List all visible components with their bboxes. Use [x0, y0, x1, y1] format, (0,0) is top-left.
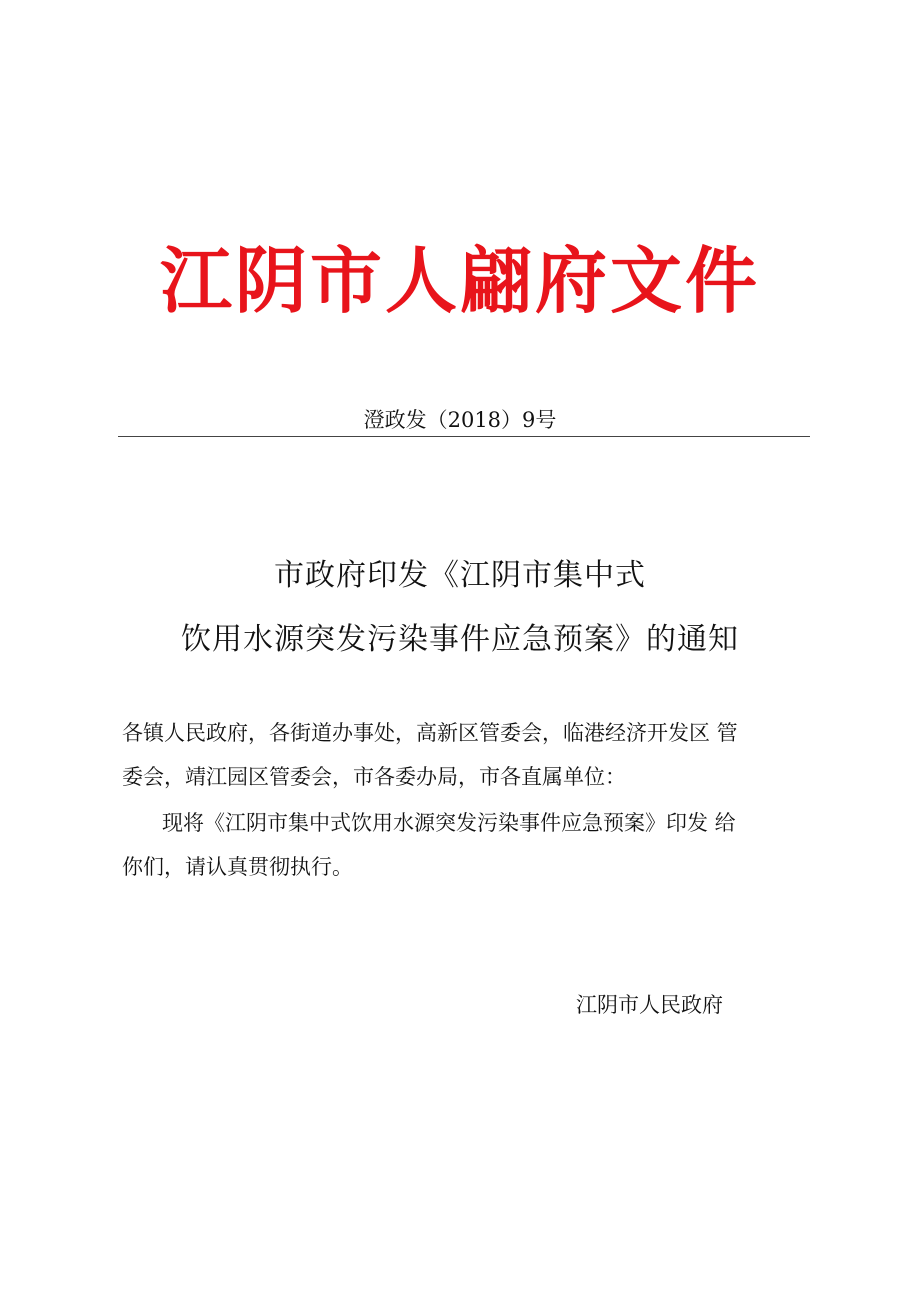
document-masthead: 江阴市人翩府文件 — [159, 239, 760, 323]
document-title-line-2: 饮用水源突发污染事件应急预案》的通知 — [181, 622, 739, 657]
document-number: 澄政发（2018）9号 — [363, 408, 557, 432]
document-title-line-1: 市政府印发《江阴市集中式 — [274, 558, 646, 593]
issuer-signature: 江阴市人民政府 — [576, 993, 723, 1017]
addressee-line-1: 各镇人民政府，各街道办事处，高新区管委会，临港经济开发区 管 — [122, 721, 738, 745]
header-divider — [118, 436, 810, 437]
body-paragraph-line-1: 现将《江阴市集中式饮用水源突发污染事件应急预案》印发 给 — [162, 811, 736, 835]
addressee-line-2: 委会，靖江园区管委会，市各委办局，市各直属单位： — [122, 765, 626, 789]
body-paragraph-line-2: 你们，请认真贯彻执行。 — [122, 855, 353, 879]
